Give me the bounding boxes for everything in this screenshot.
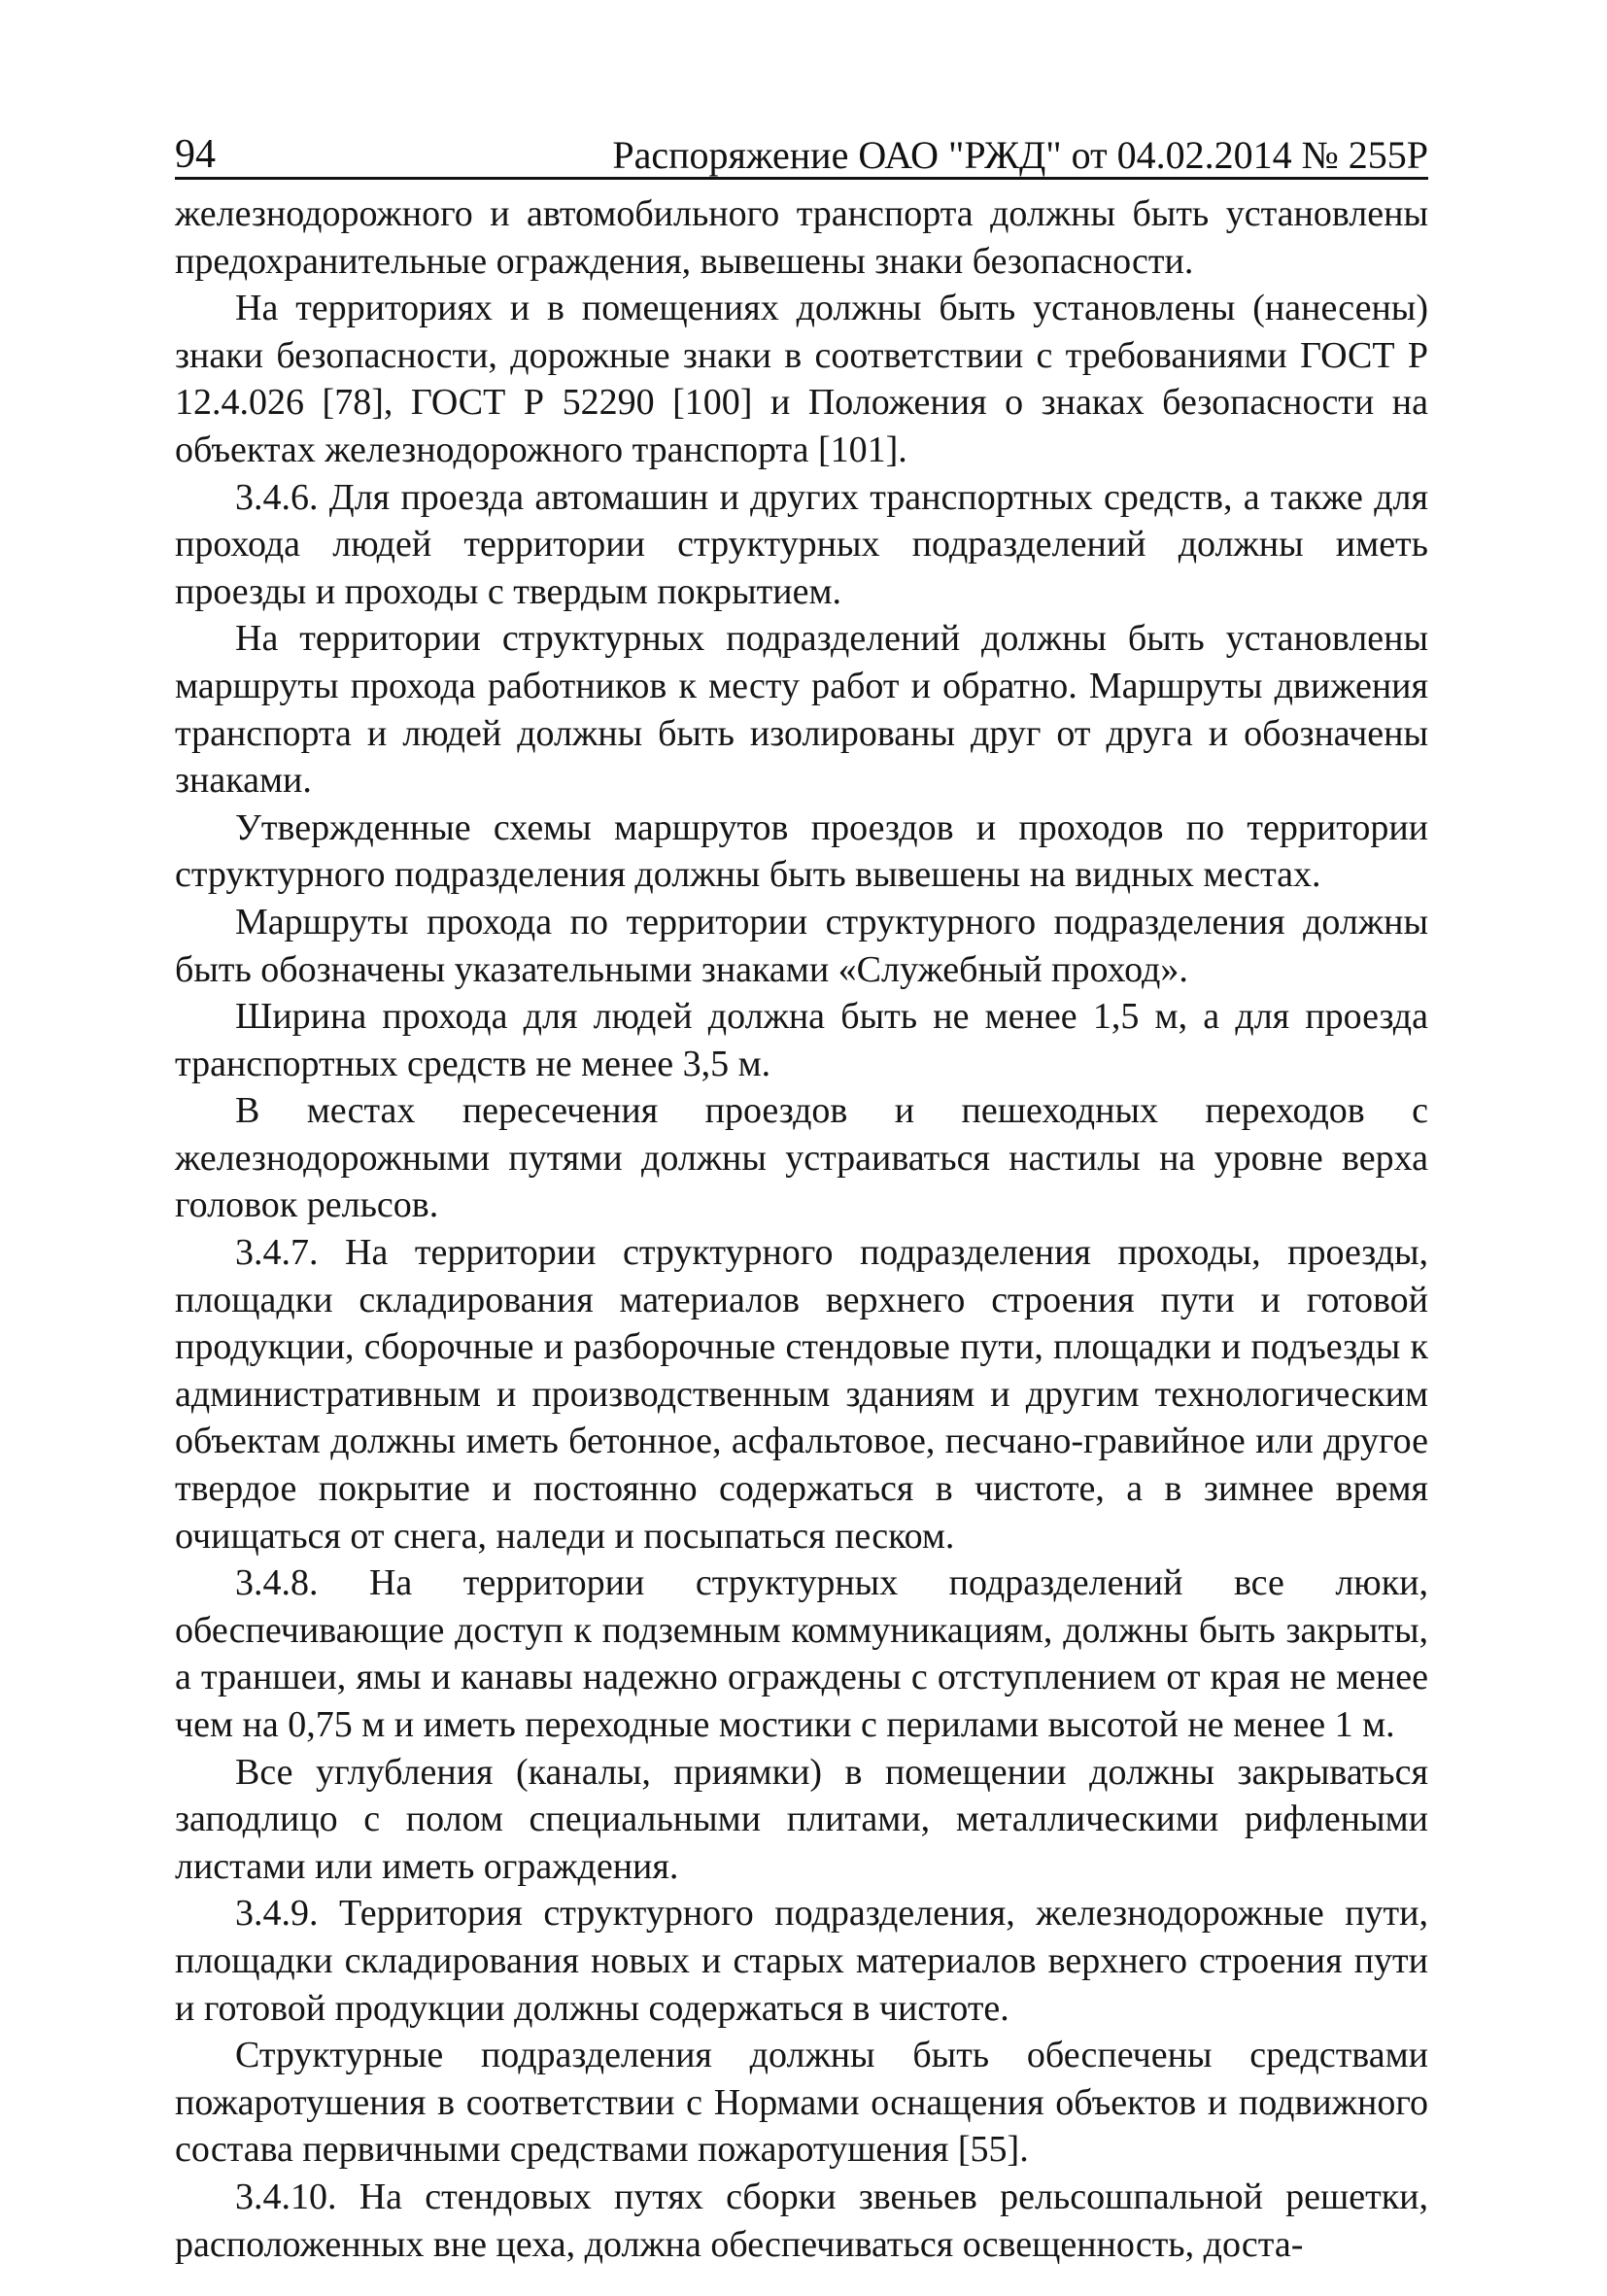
page-header — [175, 115, 1428, 180]
paragraph-continuation: железнодорожного и автомобильного транспорта должны быть установлены предохранительные ограждения, вывешены знаки безопасности. — [175, 193, 1428, 282]
paragraph-3-4-8: 3.4.8. На территории структурных подразделений все люки, обеспечивающие доступ к подземным коммуникациям, должны быть закрыты, а траншеи, ямы и канавы надежно ограждены с отступлением от края не менее чем на 0,75 м и иметь переходные мостики с перилами высотой не менее 1 м. — [175, 1562, 1428, 1745]
paragraph: Утвержденные схемы маршрутов проездов и проходов по территории структурного подразделения должны быть вывешены на видных местах. — [175, 806, 1428, 896]
paragraph: На территориях и в помещениях должны быть установлены (нанесены) знаки безопасности, дорожные знаки в соответствии с требованиями ГОСТ Р 12.4.026 [78], ГОСТ Р 52290 [100] и Положения о знаках безопасности на объектах железнодорожного транспорта [101]. — [175, 288, 1428, 470]
paragraph: Ширина прохода для людей должна быть не менее 1,5 м, а для проезда транспортных средств не менее 3,5 м. — [175, 996, 1428, 1084]
paragraph: На территории структурных подразделений должны быть установлены маршруты прохода работников к месту работ и обратно. Маршруты движения транспорта и людей должны быть изолированы друг от друга и обозначены знаками. — [175, 618, 1428, 802]
paragraph: Структурные подразделения должны быть обеспечены средствами пожаротушения в соответствии с Нормами оснащения объектов и подвижного состава первичными средствами пожаротушения [55]. — [175, 2035, 1428, 2171]
paragraph-3-4-7: 3.4.7. На территории структурного подразделения проходы, проезды, площадки складирования материалов верхнего строения пути и готовой продукции, сборочные и разборочные стендовые пути, площадки и подъезды к административным и производственным зданиям и другим технологическим объектам должны иметь бетонное, асфальтовое, песчано-гравийное или другое твердое покрытие и постоянно содержаться в чистоте, а в зимнее время очищаться от снега, наледи и посыпаться песком. — [175, 1232, 1428, 1557]
paragraph-3-4-6: 3.4.6. Для проезда автомашин и других транспортных средств, а также для прохода людей территории структурных подразделений должны иметь проезды и проходы с твердым покрытием. — [175, 476, 1428, 612]
paragraph: Маршруты прохода по территории структурного подразделения должны быть обозначены указательными знаками «Служебный проход». — [175, 901, 1428, 990]
running-title: Распоряжение ОАО "РЖД" от 04.02.2014 № 255Р — [612, 133, 1428, 177]
paragraph-3-4-10: 3.4.10. На стендовых путях сборки звеньев рельсошпальной решетки, расположенных вне цеха, должна обеспечиваться освещенность, доста- — [175, 2176, 1428, 2265]
paragraph-3-4-9: 3.4.9. Территория структурного подразделения, железнодорожные пути, площадки складирования новых и старых материалов верхнего строения пути и готовой продукции должны содержаться в чистоте. — [175, 1893, 1428, 2029]
paragraph: Все углубления (каналы, приямки) в помещении должны закрываться заподлицо с полом специальными плитами, металлическими рифлеными листами или иметь ограждения. — [175, 1751, 1428, 1887]
page-number: 94 — [175, 132, 216, 177]
document-body — [175, 190, 1428, 2268]
paragraph: В местах пересечения проездов и пешеходных переходов с железнодорожными путями должны устраиваться настилы на уровне верха головок рельсов. — [175, 1090, 1428, 1226]
